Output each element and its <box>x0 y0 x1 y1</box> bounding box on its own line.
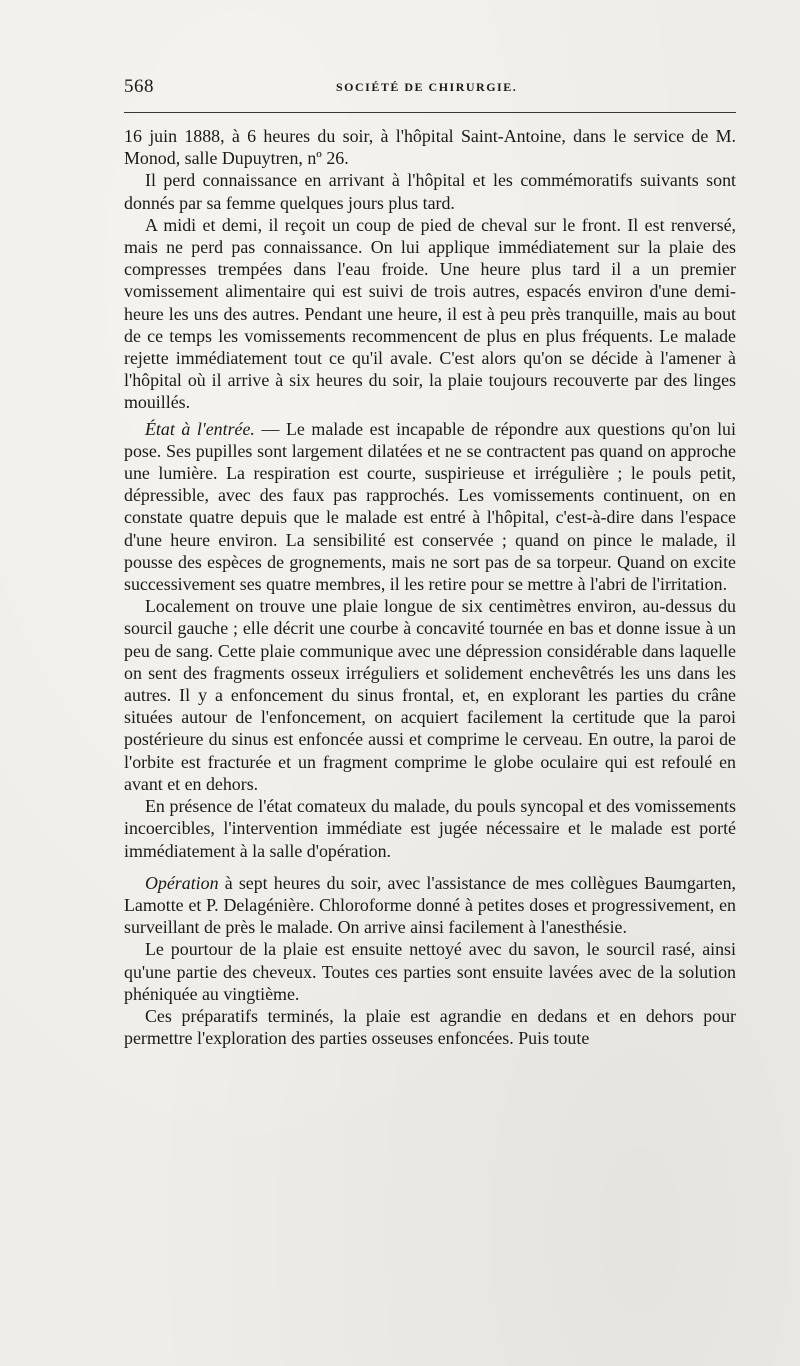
paragraph-text: Localement on trouve une plaie longue de six centimètres environ, au-dessus du sourcil gauche ; elle décrit une courbe à concavité tournée en bas et donne issue à un peu de sang. Cette plaie communique avec une dépression considérable dans laquelle on sent des fragments osseux irréguliers et solidement enchevêtrés les uns dans les autres. Il y a enfoncement du sinus frontal, et, en explorant les parties du crâne situées autour de l'enfoncement, on acquiert facilement la certitude que la paroi postérieure du sinus est enfoncée aussi et comprime le cerveau. En outre, la paroi de l'orbite est fracturée et un fragment comprime le globe oculaire qui est refoulé en avant et en dehors. <box>124 596 736 794</box>
paragraph-text: Il perd connaissance en arrivant à l'hôpital et les commémoratifs suivants sont donnés par sa femme quelques jours plus tard. <box>124 170 736 213</box>
paragraph-text: 16 juin 1888, à 6 heures du soir, à l'hôpital Saint-Antoine, dans le service de M. Monod, salle Dupuytren, nº 26. <box>124 126 736 169</box>
paragraph <box>124 418 736 596</box>
paragraph-text: à sept heures du soir, avec l'assistance de mes collègues Baumgarten, Lamotte et P. Delagénière. Chloroforme donné à petites doses et progressivement, en surveillant de près le malade. On arrive ainsi facilement à l'anesthésie. <box>124 872 736 938</box>
body-text <box>124 125 736 1049</box>
paragraph <box>124 595 736 795</box>
running-title: SOCIÉTÉ DE CHIRURGIE. <box>336 80 518 94</box>
paragraph <box>124 795 736 862</box>
paragraph-text: En présence de l'état comateux du malade, du pouls syncopal et des vomissements incoercibles, l'intervention immédiate est jugée nécessaire et le malade est porté immédiatement à la salle d'opération. <box>124 796 736 861</box>
paragraph-lead-italic: État à l'entrée. <box>145 418 255 439</box>
paragraph-text: — Le malade est incapable de répondre aux questions qu'on lui pose. Ses pupilles sont largement dilatées et ne se contractent pas quand on approche une lumière. La respiration est courte, suspirieuse et irrégulière ; le pouls petit, dépressible, avec des faux pas rapprochés. Les vomissements continuent, on en constate quatre depuis que le malade est entré à l'hôpital, c'est-à-dire dans l'espace d'une heure environ. La sensibilité est conservée ; quand on pince le malade, il pousse des espèces de grognements, mais ne sort pas de sa torpeur. Quand on excite successivement ses quatre membres, il les retire pour se mettre à l'abri de l'irritation. <box>124 418 736 595</box>
header-rule <box>124 112 736 113</box>
page-number: 568 <box>124 76 154 97</box>
paragraph <box>124 214 736 414</box>
page-header <box>124 76 736 100</box>
paragraph <box>124 1005 736 1049</box>
paragraph-text: Ces préparatifs terminés, la plaie est agrandie en dedans et en dehors pour permettre l'exploration des parties osseuses enfoncées. Puis toute <box>124 1005 736 1049</box>
paragraph-text: A midi et demi, il reçoit un coup de pied de cheval sur le front. Il est renversé, mais ne perd pas connaissance. On lui applique immédiatement sur la plaie des compresses trempées dans l'eau froide. Une heure plus tard il a un premier vomissement alimentaire qui est suivi de trois autres, espacés environ d'une demi-heure les uns des autres. Pendant une heure, il est à peu près tranquille, mais au bout de ce temps les vomissements recommencent de plus en plus fréquents. Le malade rejette immédiatement tout ce qu'il avale. C'est alors qu'on se décide à l'amener à l'hôpital où il arrive à six heures du soir, la plaie toujours recouverte par des linges mouillés. <box>124 214 736 413</box>
paragraph <box>124 872 736 939</box>
paragraph-text: Le pourtour de la plaie est ensuite nettoyé avec du savon, le sourcil rasé, ainsi qu'une partie des cheveux. Toutes ces parties sont ensuite lavées avec de la solution phéniquée au vingtième. <box>124 939 736 1004</box>
paragraph <box>124 169 736 213</box>
paragraph <box>124 125 736 169</box>
paragraph <box>124 938 736 1005</box>
paragraph-lead-italic: Opération <box>145 872 219 893</box>
